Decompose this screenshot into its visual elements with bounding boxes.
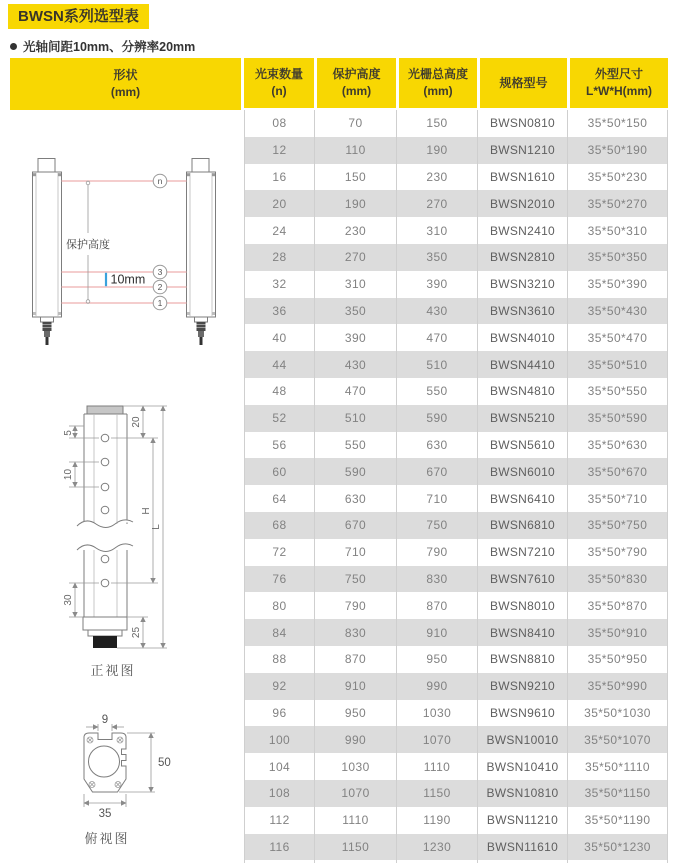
dimensions-cell: 35*50*630 (567, 432, 668, 459)
beam-count-cell: 104 (244, 753, 314, 780)
dimensions-cell: 35*50*310 (567, 217, 668, 244)
header-model: 规格型号 (477, 58, 567, 110)
total-height-cell: 590 (396, 405, 477, 432)
dimensions-cell: 35*50*190 (567, 137, 668, 164)
beam-count-cell: 68 (244, 512, 314, 539)
protect-height-cell: 270 (314, 244, 396, 271)
beam-count-cell: 20 (244, 190, 314, 217)
model-cell: BWSN2410 (477, 217, 567, 244)
beam-count-cell: 48 (244, 378, 314, 405)
svg-text:5: 5 (63, 430, 74, 436)
svg-text:L: L (151, 524, 162, 530)
total-height-cell: 230 (396, 164, 477, 191)
model-cell: BWSN9210 (477, 673, 567, 700)
dimensions-cell: 35*50*1230 (567, 834, 668, 861)
dimensions-cell: 35*50*590 (567, 405, 668, 432)
beam-count-cell: 16 (244, 164, 314, 191)
table-row (244, 566, 668, 593)
model-cell: BWSN5610 (477, 432, 567, 459)
beam-count-cell: 08 (244, 110, 314, 137)
table-row (244, 351, 668, 378)
model-cell: BWSN7610 (477, 566, 567, 593)
protect-height-cell: 790 (314, 592, 396, 619)
spec-note-text: 光轴间距10mm、分辨率20mm (23, 40, 196, 54)
beam-count-cell: 96 (244, 700, 314, 727)
dimensions-cell: 35*50*150 (567, 110, 668, 137)
table-row (244, 592, 668, 619)
total-height-cell: 870 (396, 592, 477, 619)
protect-height-cell: 150 (314, 164, 396, 191)
dimensions-cell: 35*50*550 (567, 378, 668, 405)
header-dimensions: 外型尺寸 L*W*H(mm) (567, 58, 668, 110)
beam-count-cell: 112 (244, 807, 314, 834)
table-row (244, 324, 668, 351)
table-row (244, 673, 668, 700)
protect-height-cell: 830 (314, 619, 396, 646)
dimensions-cell: 35*50*230 (567, 164, 668, 191)
dimensions-cell: 35*50*1070 (567, 726, 668, 753)
protect-height-cell: 590 (314, 458, 396, 485)
protect-height-cell: 1070 (314, 780, 396, 807)
table-row (244, 458, 668, 485)
dimensions-cell: 35*50*870 (567, 592, 668, 619)
beam-count-cell: 88 (244, 646, 314, 673)
total-height-cell: 310 (396, 217, 477, 244)
dimensions-cell: 35*50*830 (567, 566, 668, 593)
beam-count-cell: 44 (244, 351, 314, 378)
table-row (244, 244, 668, 271)
protect-height-cell: 710 (314, 539, 396, 566)
dimensions-cell: 35*50*990 (567, 673, 668, 700)
total-height-cell: 470 (396, 324, 477, 351)
dimensions-cell: 35*50*1150 (567, 780, 668, 807)
total-height-cell: 150 (396, 110, 477, 137)
dimensions-cell: 35*50*950 (567, 646, 668, 673)
protect-height-cell: 750 (314, 566, 396, 593)
dimensions-cell: 35*50*910 (567, 619, 668, 646)
dimensions-cell: 35*50*1110 (567, 753, 668, 780)
svg-text:50: 50 (158, 757, 171, 769)
svg-text:9: 9 (101, 714, 109, 726)
model-cell: BWSN8010 (477, 592, 567, 619)
protect-height-cell: 190 (314, 190, 396, 217)
table-row (244, 512, 668, 539)
svg-text:35: 35 (98, 808, 112, 820)
beam-count-cell: 80 (244, 592, 314, 619)
dimensions-cell: 35*50*790 (567, 539, 668, 566)
protect-height-cell: 110 (314, 137, 396, 164)
cable-connector-icon (41, 317, 54, 345)
header-shape-column (10, 58, 241, 110)
table-row (244, 164, 668, 191)
beam-count-cell: 40 (244, 324, 314, 351)
protect-height-cell: 510 (314, 405, 396, 432)
pitch-label: 10mm (110, 272, 146, 287)
beam-count-cell: 56 (244, 432, 314, 459)
shape-column-body (10, 110, 241, 863)
dimensions-cell: 35*50*670 (567, 458, 668, 485)
protect-height-cell: 990 (314, 726, 396, 753)
header-total-height: 光栅总高度 (mm) (396, 58, 477, 110)
table-row (244, 190, 668, 217)
beam-count-cell: 28 (244, 244, 314, 271)
beam-count-cell: 84 (244, 619, 314, 646)
dimensions-cell: 35*50*390 (567, 271, 668, 298)
protect-height-cell: 390 (314, 324, 396, 351)
table-row (244, 834, 668, 861)
protect-height-cell: 550 (314, 432, 396, 459)
table-row (244, 700, 668, 727)
model-cell: BWSN6810 (477, 512, 567, 539)
model-cell: BWSN1610 (477, 164, 567, 191)
dimensions-cell: 35*50*1190 (567, 807, 668, 834)
selection-table (244, 58, 668, 863)
beam-count-cell: 24 (244, 217, 314, 244)
beam-arrangement-diagram (10, 148, 230, 360)
top-view-caption: 俯视图 (84, 831, 130, 846)
model-cell: BWSN9610 (477, 700, 567, 727)
total-height-cell: 790 (396, 539, 477, 566)
beam-count-cell: 64 (244, 485, 314, 512)
table-row (244, 378, 668, 405)
dimensions-cell: 35*50*470 (567, 324, 668, 351)
beam-count-cell: 108 (244, 780, 314, 807)
spec-note (10, 37, 195, 55)
protect-height-cell: 910 (314, 673, 396, 700)
svg-text:30: 30 (63, 594, 74, 606)
total-height-cell: 510 (396, 351, 477, 378)
total-height-cell: 950 (396, 646, 477, 673)
beam-count-cell: 72 (244, 539, 314, 566)
header-shape-unit: (mm) (110, 85, 141, 99)
total-height-cell: 630 (396, 432, 477, 459)
protect-height-cell: 670 (314, 512, 396, 539)
model-cell: BWSN10410 (477, 753, 567, 780)
protect-height-cell: 230 (314, 217, 396, 244)
total-height-cell: 350 (396, 244, 477, 271)
total-height-cell: 710 (396, 485, 477, 512)
model-cell: BWSN8410 (477, 619, 567, 646)
protect-height-cell: 350 (314, 298, 396, 325)
protect-height-cell: 470 (314, 378, 396, 405)
beam-count-cell: 76 (244, 566, 314, 593)
total-height-cell: 430 (396, 298, 477, 325)
total-height-cell: 390 (396, 271, 477, 298)
model-cell: BWSN1210 (477, 137, 567, 164)
protect-height-cell: 310 (314, 271, 396, 298)
beam-count-cell: 92 (244, 673, 314, 700)
table-row (244, 432, 668, 459)
svg-text:1: 1 (157, 298, 163, 308)
svg-text:2: 2 (157, 282, 163, 292)
table-row (244, 485, 668, 512)
total-height-cell: 910 (396, 619, 477, 646)
protect-height-cell: 430 (314, 351, 396, 378)
dimensions-cell: 35*50*750 (567, 512, 668, 539)
protect-height-cell: 870 (314, 646, 396, 673)
total-height-cell: 1190 (396, 807, 477, 834)
dimensions-cell: 35*50*710 (567, 485, 668, 512)
model-cell: BWSN6410 (477, 485, 567, 512)
total-height-cell: 1150 (396, 780, 477, 807)
total-height-cell: 670 (396, 458, 477, 485)
protect-height-cell: 1030 (314, 753, 396, 780)
total-height-cell: 1030 (396, 700, 477, 727)
table-row (244, 271, 668, 298)
table-row (244, 405, 668, 432)
table-row (244, 137, 668, 164)
total-height-cell: 830 (396, 566, 477, 593)
protect-height-cell: 1150 (314, 834, 396, 861)
beam-count-cell: 116 (244, 834, 314, 861)
svg-text:20: 20 (131, 416, 142, 428)
model-cell: BWSN2010 (477, 190, 567, 217)
dimensions-cell: 35*50*430 (567, 298, 668, 325)
total-height-cell: 1110 (396, 753, 477, 780)
table-row (244, 539, 668, 566)
model-cell: BWSN10810 (477, 780, 567, 807)
front-view-drawing (55, 393, 205, 683)
table-body (244, 110, 668, 863)
protect-height-cell: 630 (314, 485, 396, 512)
model-cell: BWSN10010 (477, 726, 567, 753)
table-row (244, 780, 668, 807)
header-protect-height: 保护高度 (mm) (314, 58, 396, 110)
protect-height-cell: 1110 (314, 807, 396, 834)
beam-count-cell: 100 (244, 726, 314, 753)
page-title: BWSN系列选型表 (8, 4, 149, 29)
table-row (244, 298, 668, 325)
svg-text:H: H (141, 507, 152, 515)
protect-height-cell: 70 (314, 110, 396, 137)
total-height-cell: 1070 (396, 726, 477, 753)
dimensions-cell: 35*50*510 (567, 351, 668, 378)
table-row (244, 217, 668, 244)
total-height-cell: 190 (396, 137, 477, 164)
beam-count-cell: 60 (244, 458, 314, 485)
total-height-cell: 1230 (396, 834, 477, 861)
svg-text:25: 25 (131, 626, 142, 639)
dimensions-cell: 35*50*270 (567, 190, 668, 217)
model-cell: BWSN7210 (477, 539, 567, 566)
front-view-caption: 正视图 (90, 663, 136, 678)
table-row (244, 726, 668, 753)
model-cell: BWSN4410 (477, 351, 567, 378)
bullet-icon (10, 43, 17, 50)
total-height-cell: 270 (396, 190, 477, 217)
total-height-cell: 990 (396, 673, 477, 700)
model-cell: BWSN11610 (477, 834, 567, 861)
dimensions-cell: 35*50*350 (567, 244, 668, 271)
svg-text:3: 3 (157, 267, 163, 277)
model-cell: BWSN0810 (477, 110, 567, 137)
model-cell: BWSN2810 (477, 244, 567, 271)
model-cell: BWSN8810 (477, 646, 567, 673)
header-beam-count: 光束数量 (n) (244, 58, 314, 110)
total-height-cell: 550 (396, 378, 477, 405)
table-row (244, 753, 668, 780)
model-cell: BWSN4810 (477, 378, 567, 405)
protect-height-cell: 950 (314, 700, 396, 727)
table-row (244, 619, 668, 646)
protect-height-label: 保护高度 (66, 239, 110, 251)
table-row (244, 646, 668, 673)
beam-count-cell: 32 (244, 271, 314, 298)
dimensions-cell: 35*50*1030 (567, 700, 668, 727)
header-shape-label: 形状 (113, 68, 138, 82)
model-cell: BWSN11210 (477, 807, 567, 834)
beam-count-cell: 12 (244, 137, 314, 164)
cable-connector-icon (195, 317, 208, 345)
beam-count-cell: 52 (244, 405, 314, 432)
model-cell: BWSN6010 (477, 458, 567, 485)
table-header-row (244, 58, 668, 110)
model-cell: BWSN3610 (477, 298, 567, 325)
beam-count-cell: 36 (244, 298, 314, 325)
total-height-cell: 750 (396, 512, 477, 539)
table-row (244, 110, 668, 137)
beam-number-badges (153, 174, 167, 310)
model-cell: BWSN4010 (477, 324, 567, 351)
svg-text:10: 10 (63, 468, 74, 481)
model-cell: BWSN5210 (477, 405, 567, 432)
model-cell: BWSN3210 (477, 271, 567, 298)
top-view-drawing (55, 700, 195, 850)
table-row (244, 807, 668, 834)
svg-text:n: n (157, 176, 163, 186)
